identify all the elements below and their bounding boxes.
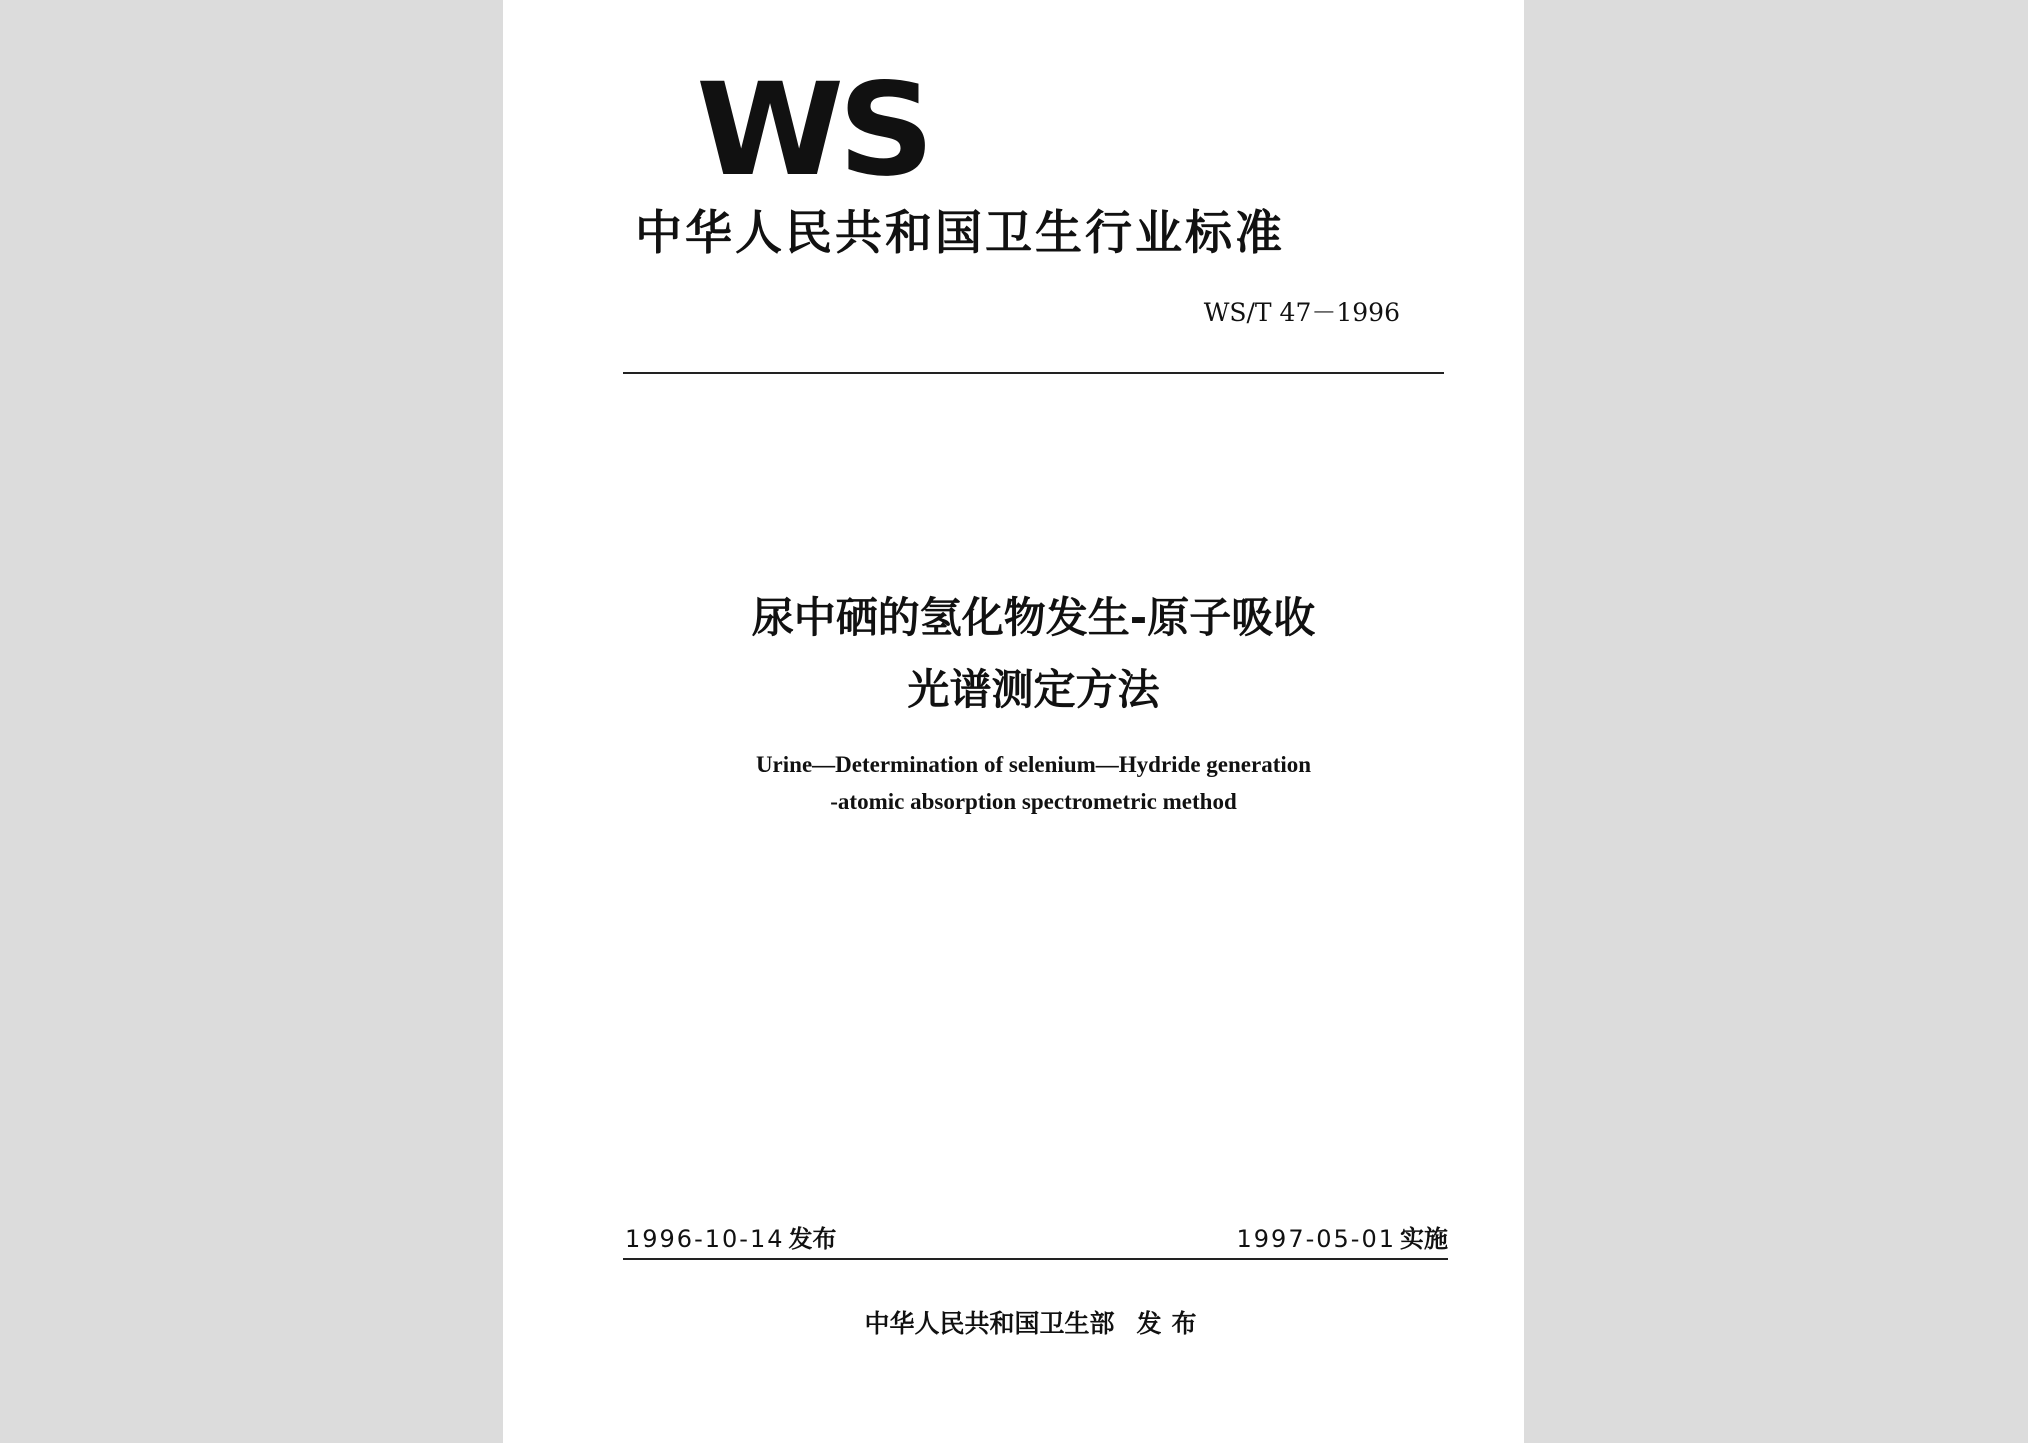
english-title-line-2: -atomic absorption spectrometric method <box>830 789 1237 814</box>
chinese-title-line-2: 光谱测定方法 <box>907 665 1160 714</box>
english-title-line-1: Urine—Determination of selenium—Hydride generation <box>755 752 1312 777</box>
publisher-line <box>623 1304 1448 1344</box>
bottom-divider <box>623 1258 1448 1260</box>
chinese-title-line-1: 尿中硒的氢化物发生-原子吸收 <box>751 593 1316 642</box>
chinese-title <box>623 582 1444 726</box>
implement-date-block <box>1237 1222 1448 1256</box>
english-title <box>623 746 1444 820</box>
date-row <box>623 1222 1448 1256</box>
standard-number: WS/T 47－1996 <box>1203 298 1400 327</box>
ws-logo: WS <box>696 56 929 205</box>
publisher-verb: 发布 <box>1136 1309 1207 1338</box>
top-divider <box>623 372 1444 374</box>
publisher-name: 中华人民共和国卫生部 <box>864 1309 1115 1338</box>
issue-label: 发布 <box>788 1225 837 1253</box>
issue-date-block <box>625 1222 836 1256</box>
standard-type-heading: 中华人民共和国卫生行业标准 <box>635 206 1285 261</box>
issue-date: 1996-10-14 <box>625 1225 785 1253</box>
implement-label: 实施 <box>1400 1225 1448 1253</box>
implement-date: 1997-05-01 <box>1236 1225 1396 1253</box>
